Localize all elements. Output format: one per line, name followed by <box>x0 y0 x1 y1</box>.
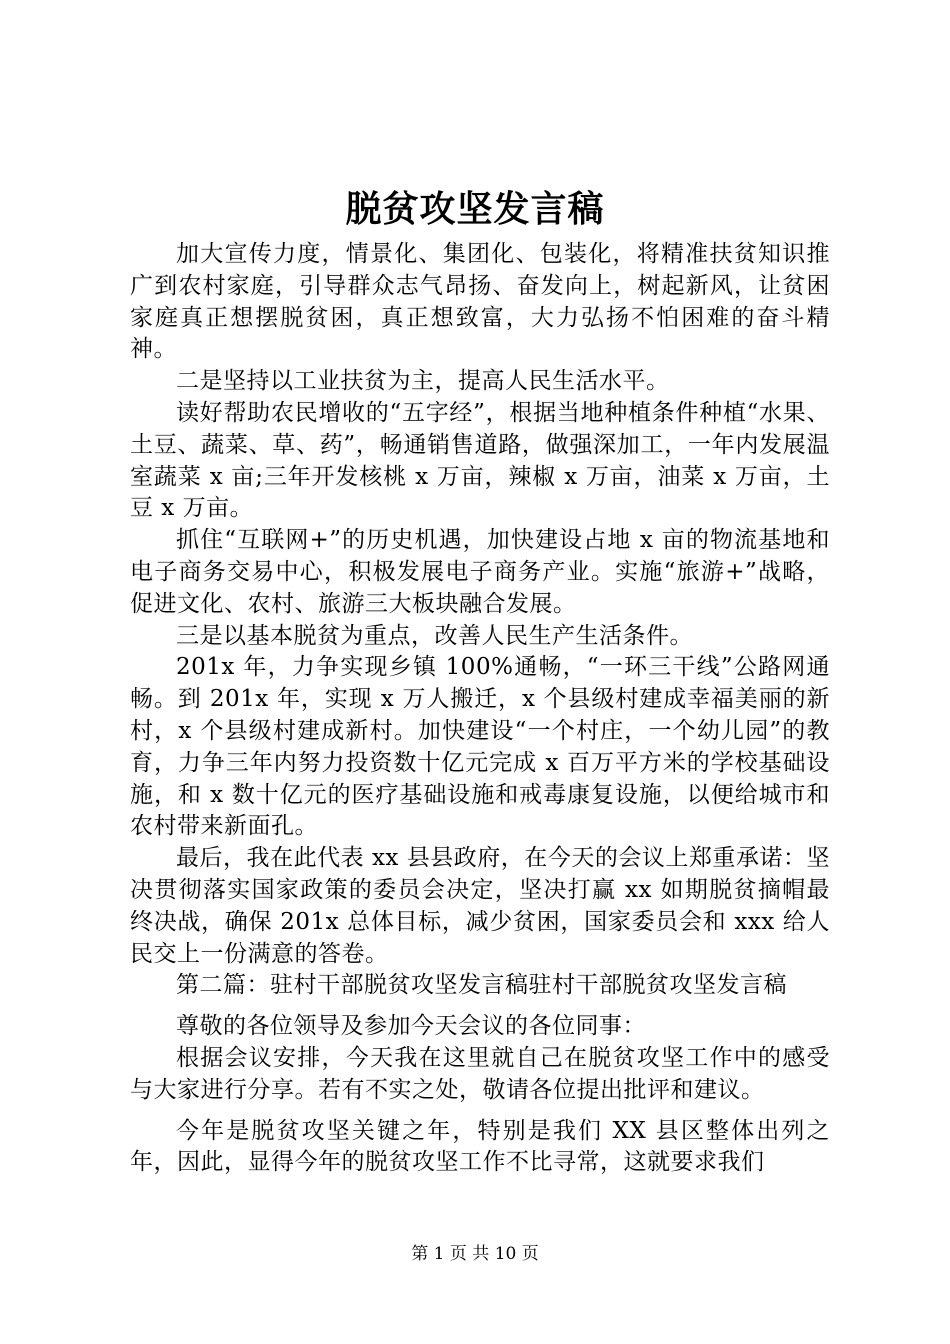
salutation: 尊敬的各位领导及参加今天会议的各位同事： <box>176 1013 646 1040</box>
paragraph: 抓住“互联网+”的历史机遇，加快建设占地 x 亩的物流基地和电子商务交易中心，积极发展电子商务产业。实施“旅游+”战略，促进文化、农村、旅游三大板块融合发展。 <box>130 527 830 617</box>
paragraph: 加大宣传力度，情景化、集团化、包装化，将精准扶贫知识推广到农村家庭，引导群众志气昂扬、奋发向上，树起新风，让贫困家庭真正想摆脱贫困，真正想致富，大力弘扬不怕困难的奋斗精神。 <box>130 241 830 363</box>
document-body <box>130 239 830 1179</box>
section-heading: 第二篇：驻村干部脱贫攻坚发言稿驻村干部脱贫攻坚发言稿 <box>176 972 787 999</box>
paragraph: 今年是脱贫攻坚关键之年，特别是我们 XX 县区整体出列之年，因此，显得今年的脱贫攻坚工作不比寻常，这就要求我们 <box>130 1117 830 1176</box>
paragraph: 201x 年，力争实现乡镇 100%通畅，“一环三干线”公路网通畅。到 201x 年，实现 x 万人搬迁，x 个县级村建成幸福美丽的新村，x 个县级村建成新村。加快建设“一个村庄，一个幼儿园”的教育，力争三年内努力投资数十亿元完成 x 百万平方米的学校基础设施，和 x 数十亿元的医疗基础设施和戒毒康复设施，以便给城市和农村带来新面孔。 <box>130 654 830 840</box>
paragraph: 最后，我在此代表 xx 县县政府，在今天的会议上郑重承诺：坚决贯彻落实国家政策的委员会决定，坚决打赢 xx 如期脱贫摘帽最终决战，确保 201x 总体目标，减少贫困，国家委员会和 xxx 给人民交上一份满意的答卷。 <box>130 845 830 967</box>
document-title: 脱贫攻坚发言稿 <box>345 188 605 230</box>
page-indicator: 第 1 页 共 10 页 <box>411 1244 539 1264</box>
paragraph: 读好帮助农民增收的“五字经”，根据当地种植条件种植“水果、土豆、蔬菜、草、药”，畅通销售道路，做强深加工，一年内发展温室蔬菜 x 亩;三年开发核桃 x 万亩，辣椒 x 万亩，油菜 x 万亩，土豆 x 万亩。 <box>130 399 830 522</box>
paragraph: 二是坚持以工业扶贫为主，提高人民生活水平。 <box>176 368 670 395</box>
paragraph: 三是以基本脱贫为重点，改善人民生产生活条件。 <box>176 622 693 649</box>
paragraph: 根据会议安排，今天我在这里就自己在脱贫攻坚工作中的感受与大家进行分享。若有不实之处，敬请各位提出批评和建议。 <box>130 1044 830 1103</box>
